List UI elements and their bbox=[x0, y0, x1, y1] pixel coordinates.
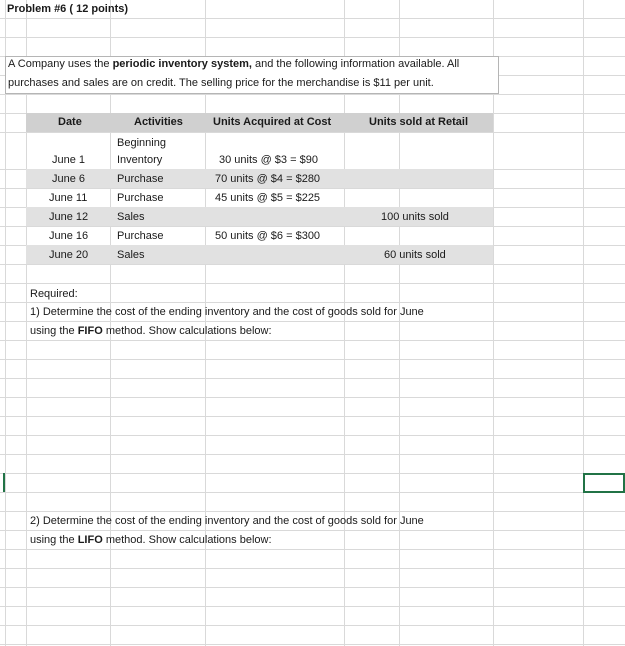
grid-line bbox=[0, 302, 625, 303]
question-1-line-1: 1) Determine the cost of the ending inventory and the cost of goods sold for June bbox=[30, 306, 424, 318]
row-5-date: June 16 bbox=[49, 230, 89, 242]
header-date: Date bbox=[58, 116, 82, 128]
row-4-date: June 12 bbox=[49, 211, 89, 223]
row-1-date: June 1 bbox=[52, 154, 86, 166]
problem-title: Problem #6 ( 12 points) bbox=[7, 3, 129, 15]
row-2-activity: Purchase bbox=[117, 173, 164, 185]
required-label: Required: bbox=[30, 288, 78, 300]
grid-line bbox=[0, 435, 625, 436]
row-1-activity: Inventory bbox=[117, 154, 163, 166]
grid-line bbox=[493, 0, 494, 646]
question-1-line-2-prefix: using the bbox=[30, 325, 78, 337]
grid-line bbox=[0, 94, 625, 95]
intro-line-1 bbox=[8, 57, 459, 71]
grid-line bbox=[26, 0, 27, 646]
grid-line bbox=[110, 0, 111, 646]
intro-line-1-bold: periodic inventory system, bbox=[112, 58, 252, 70]
row-5-activity: Purchase bbox=[117, 230, 164, 242]
question-2-line-2 bbox=[30, 533, 272, 547]
intro-line-2: purchases and sales are on credit. The selling price for the merchandise is $11 per unit. bbox=[8, 77, 434, 89]
row-4-activity: Sales bbox=[117, 211, 145, 223]
grid-line bbox=[0, 606, 625, 607]
grid-line bbox=[0, 454, 625, 455]
grid-line bbox=[0, 132, 625, 133]
row-marker bbox=[3, 473, 5, 492]
selected-cell[interactable] bbox=[583, 473, 625, 493]
grid-line bbox=[205, 0, 206, 646]
grid-line bbox=[0, 492, 625, 493]
grid-line bbox=[0, 264, 625, 265]
grid-line bbox=[0, 530, 625, 531]
grid-line bbox=[0, 226, 625, 227]
row-3-date: June 11 bbox=[49, 192, 88, 204]
intro-line-1-suffix: and the following information available. All bbox=[251, 58, 460, 70]
grid-line bbox=[0, 188, 625, 189]
row-6-date: June 20 bbox=[49, 249, 89, 261]
grid-line bbox=[0, 644, 625, 645]
row-3-acquired: 45 units @ $5 = $225 bbox=[215, 192, 321, 204]
grid-line bbox=[5, 0, 6, 646]
grid-line bbox=[344, 0, 345, 646]
question-1-line-2-suffix: method. Show calculations below: bbox=[102, 325, 272, 337]
grid-line bbox=[0, 321, 625, 322]
grid-line bbox=[0, 397, 625, 398]
row-2-acquired: 70 units @ $4 = $280 bbox=[215, 173, 321, 185]
question-2-line-2-prefix: using the bbox=[30, 534, 78, 546]
grid-line bbox=[583, 0, 584, 646]
lifo-label: LIFO bbox=[77, 534, 103, 546]
grid-line bbox=[0, 283, 625, 284]
grid-line bbox=[0, 511, 625, 512]
grid-line bbox=[0, 359, 625, 360]
grid-line bbox=[0, 568, 625, 569]
row-3-activity: Purchase bbox=[117, 192, 164, 204]
grid-line bbox=[0, 625, 625, 626]
intro-line-1-prefix: A Company uses the bbox=[8, 58, 113, 70]
header-units-acquired: Units Acquired at Cost bbox=[213, 116, 332, 128]
row-6-activity: Sales bbox=[117, 249, 145, 261]
header-units-sold: Units sold at Retail bbox=[369, 116, 469, 128]
grid-line bbox=[399, 0, 400, 646]
question-2-line-2-suffix: method. Show calculations below: bbox=[102, 534, 272, 546]
fifo-label: FIFO bbox=[77, 325, 103, 337]
grid-line bbox=[0, 37, 625, 38]
row-5-acquired: 50 units @ $6 = $300 bbox=[215, 230, 321, 242]
row-6-sold: 60 units sold bbox=[384, 249, 446, 261]
row-4-sold: 100 units sold bbox=[381, 211, 449, 223]
row-2-date: June 6 bbox=[52, 173, 86, 185]
grid-line bbox=[0, 378, 625, 379]
grid-line bbox=[0, 587, 625, 588]
grid-line bbox=[0, 473, 625, 474]
row-1-activity-line-1: Beginning bbox=[117, 137, 166, 149]
question-2-line-1: 2) Determine the cost of the ending inventory and the cost of goods sold for June bbox=[30, 515, 424, 527]
grid-line bbox=[0, 549, 625, 550]
header-activities: Activities bbox=[134, 116, 183, 128]
row-1-acquired: 30 units @ $3 = $90 bbox=[219, 154, 318, 166]
question-1-line-2 bbox=[30, 324, 272, 338]
grid-line bbox=[0, 18, 625, 19]
grid-line bbox=[0, 416, 625, 417]
grid-line bbox=[0, 340, 625, 341]
